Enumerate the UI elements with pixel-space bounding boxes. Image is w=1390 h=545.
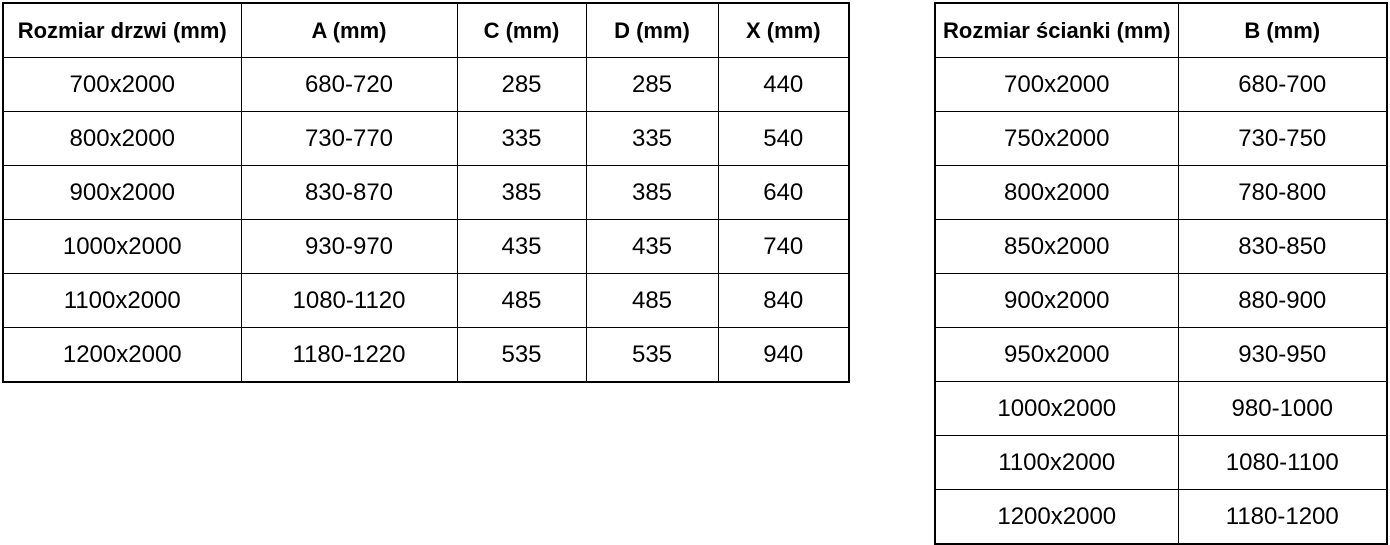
table-cell: 1200x2000 — [935, 490, 1178, 545]
table-row — [935, 112, 1387, 166]
column-header: C (mm) — [457, 3, 586, 58]
table-cell: 750x2000 — [935, 112, 1178, 166]
table-cell: 900x2000 — [935, 274, 1178, 328]
door-dimensions-table — [2, 2, 850, 383]
table-row — [935, 436, 1387, 490]
table-cell: 640 — [718, 166, 849, 220]
table-cell: 385 — [586, 166, 718, 220]
table-cell: 680-700 — [1178, 58, 1387, 112]
table-cell: 930-970 — [241, 220, 457, 274]
table-cell: 285 — [586, 58, 718, 112]
table-cell: 285 — [457, 58, 586, 112]
table-cell: 1000x2000 — [3, 220, 241, 274]
header-row — [935, 3, 1387, 58]
table-cell: 900x2000 — [3, 166, 241, 220]
table-row — [935, 490, 1387, 545]
table-cell: 980-1000 — [1178, 382, 1387, 436]
table-cell: 1180-1200 — [1178, 490, 1387, 545]
table-cell: 740 — [718, 220, 849, 274]
column-header: Rozmiar drzwi (mm) — [3, 3, 241, 58]
table-cell: 840 — [718, 274, 849, 328]
table-row — [935, 58, 1387, 112]
table-row — [3, 328, 849, 383]
door-table-body — [3, 58, 849, 383]
door-table-header — [3, 3, 849, 58]
table-cell: 1180-1220 — [241, 328, 457, 383]
table-cell: 440 — [718, 58, 849, 112]
table-cell: 780-800 — [1178, 166, 1387, 220]
table-cell: 700x2000 — [3, 58, 241, 112]
table-cell: 1200x2000 — [3, 328, 241, 383]
table-cell: 800x2000 — [3, 112, 241, 166]
table-row — [3, 220, 849, 274]
table-cell: 385 — [457, 166, 586, 220]
table-row — [935, 328, 1387, 382]
table-cell: 700x2000 — [935, 58, 1178, 112]
table-cell: 535 — [586, 328, 718, 383]
table-cell: 950x2000 — [935, 328, 1178, 382]
table-cell: 830-870 — [241, 166, 457, 220]
column-header: D (mm) — [586, 3, 718, 58]
column-header: A (mm) — [241, 3, 457, 58]
table-cell: 830-850 — [1178, 220, 1387, 274]
wall-table-body — [935, 58, 1387, 545]
table-cell: 880-900 — [1178, 274, 1387, 328]
table-cell: 850x2000 — [935, 220, 1178, 274]
table-cell: 535 — [457, 328, 586, 383]
column-header: Rozmiar ścianki (mm) — [935, 3, 1178, 58]
table-cell: 800x2000 — [935, 166, 1178, 220]
table-row — [3, 58, 849, 112]
table-cell: 940 — [718, 328, 849, 383]
table-cell: 730-770 — [241, 112, 457, 166]
table-cell: 1100x2000 — [935, 436, 1178, 490]
table-cell: 335 — [586, 112, 718, 166]
header-row — [3, 3, 849, 58]
table-row — [935, 166, 1387, 220]
table-cell: 1080-1120 — [241, 274, 457, 328]
table-row — [935, 274, 1387, 328]
wall-table-header — [935, 3, 1387, 58]
table-row — [3, 112, 849, 166]
table-row — [935, 220, 1387, 274]
table-cell: 1000x2000 — [935, 382, 1178, 436]
table-cell: 680-720 — [241, 58, 457, 112]
table-cell: 540 — [718, 112, 849, 166]
wall-dimensions-table — [934, 2, 1388, 545]
table-cell: 485 — [457, 274, 586, 328]
table-cell: 1100x2000 — [3, 274, 241, 328]
column-header: X (mm) — [718, 3, 849, 58]
table-cell: 435 — [586, 220, 718, 274]
table-cell: 1080-1100 — [1178, 436, 1387, 490]
table-cell: 730-750 — [1178, 112, 1387, 166]
table-row — [3, 274, 849, 328]
table-cell: 335 — [457, 112, 586, 166]
table-cell: 485 — [586, 274, 718, 328]
column-header: B (mm) — [1178, 3, 1387, 58]
table-row — [3, 166, 849, 220]
table-row — [935, 382, 1387, 436]
table-cell: 435 — [457, 220, 586, 274]
table-cell: 930-950 — [1178, 328, 1387, 382]
